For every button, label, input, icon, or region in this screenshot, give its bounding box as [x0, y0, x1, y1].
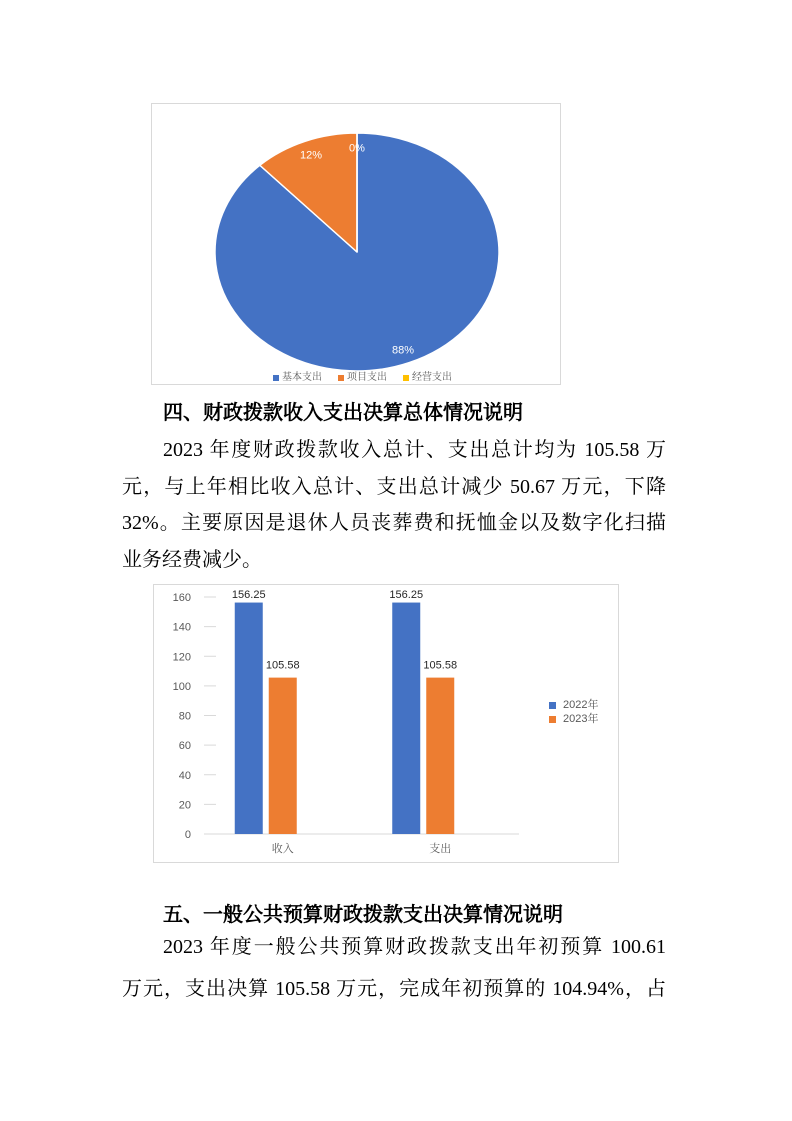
y-tick-label: 60 — [178, 740, 191, 753]
pie-legend — [273, 372, 468, 384]
bar-data-label: 105.58 — [423, 659, 458, 672]
y-tick-label: 100 — [172, 680, 191, 693]
paragraph-line: 业务经费减少。 — [122, 548, 262, 571]
section-paragraph — [122, 432, 666, 578]
pie-legend-item — [273, 372, 338, 384]
legend-label: 2023年 — [563, 713, 599, 725]
pie-data-label: 88% — [391, 344, 415, 357]
y-tick-label: 160 — [172, 592, 191, 604]
legend-swatch — [403, 375, 409, 381]
paragraph-line: 元，与上年相比收入总计、支出总计减少 50.67 万元，下降 — [122, 475, 666, 498]
pie-chart — [151, 103, 561, 385]
pie-legend-item — [403, 372, 468, 384]
legend-label: 项目支出 — [347, 372, 387, 383]
bar-series-1-category-1 — [235, 603, 263, 834]
x-category-label: 收入 — [271, 843, 294, 855]
y-tick-label: 40 — [178, 769, 191, 782]
legend-label: 基本支出 — [282, 372, 322, 383]
legend-label: 经营支出 — [412, 372, 452, 383]
bar-legend — [549, 698, 598, 726]
section-heading: 四、财政拨款收入支出决算总体情况说明 — [163, 400, 523, 424]
legend-swatch — [338, 375, 344, 381]
bar-series-2-category-2 — [426, 678, 454, 834]
bar-series-2-category-1 — [269, 678, 297, 834]
legend-swatch — [273, 375, 279, 381]
section-paragraph — [122, 926, 666, 1010]
bar-data-label: 156.25 — [231, 589, 266, 601]
legend-swatch — [549, 702, 556, 709]
x-category-label: 支出 — [429, 843, 452, 855]
paragraph-line: 2023 年度一般公共预算财政拨款支出年初预算 100.61 — [163, 936, 666, 958]
pie-data-label: 0% — [349, 142, 365, 155]
section-heading: 五、一般公共预算财政拨款支出决算情况说明 — [163, 902, 563, 926]
y-tick-label: 80 — [178, 710, 191, 723]
legend-swatch — [549, 716, 556, 723]
bar-legend-item — [549, 698, 598, 712]
pie-data-label: 12% — [299, 149, 323, 162]
paragraph-line: 32%。主要原因是退休人员丧葬费和抚恤金以及数字化扫描 — [122, 512, 666, 534]
y-tick-label: 120 — [172, 651, 191, 664]
bar-data-label: 156.25 — [389, 589, 424, 601]
bar-data-label: 105.58 — [265, 659, 300, 672]
pie-legend-item — [338, 372, 403, 384]
paragraph-line: 2023 年度财政拨款收入总计、支出总计均为 105.58 万 — [163, 439, 666, 461]
bar-chart — [153, 584, 619, 863]
y-tick-label: 20 — [178, 799, 191, 812]
y-tick-label: 140 — [172, 621, 191, 634]
paragraph-line: 万元，支出决算 105.58 万元，完成年初预算的 104.94%，占 — [122, 978, 666, 1000]
y-tick-label: 0 — [184, 829, 191, 841]
bar-legend-item — [549, 712, 598, 726]
legend-label: 2022年 — [563, 699, 599, 711]
bar-series-1-category-2 — [392, 603, 420, 834]
pie-chart-plot — [152, 104, 562, 386]
